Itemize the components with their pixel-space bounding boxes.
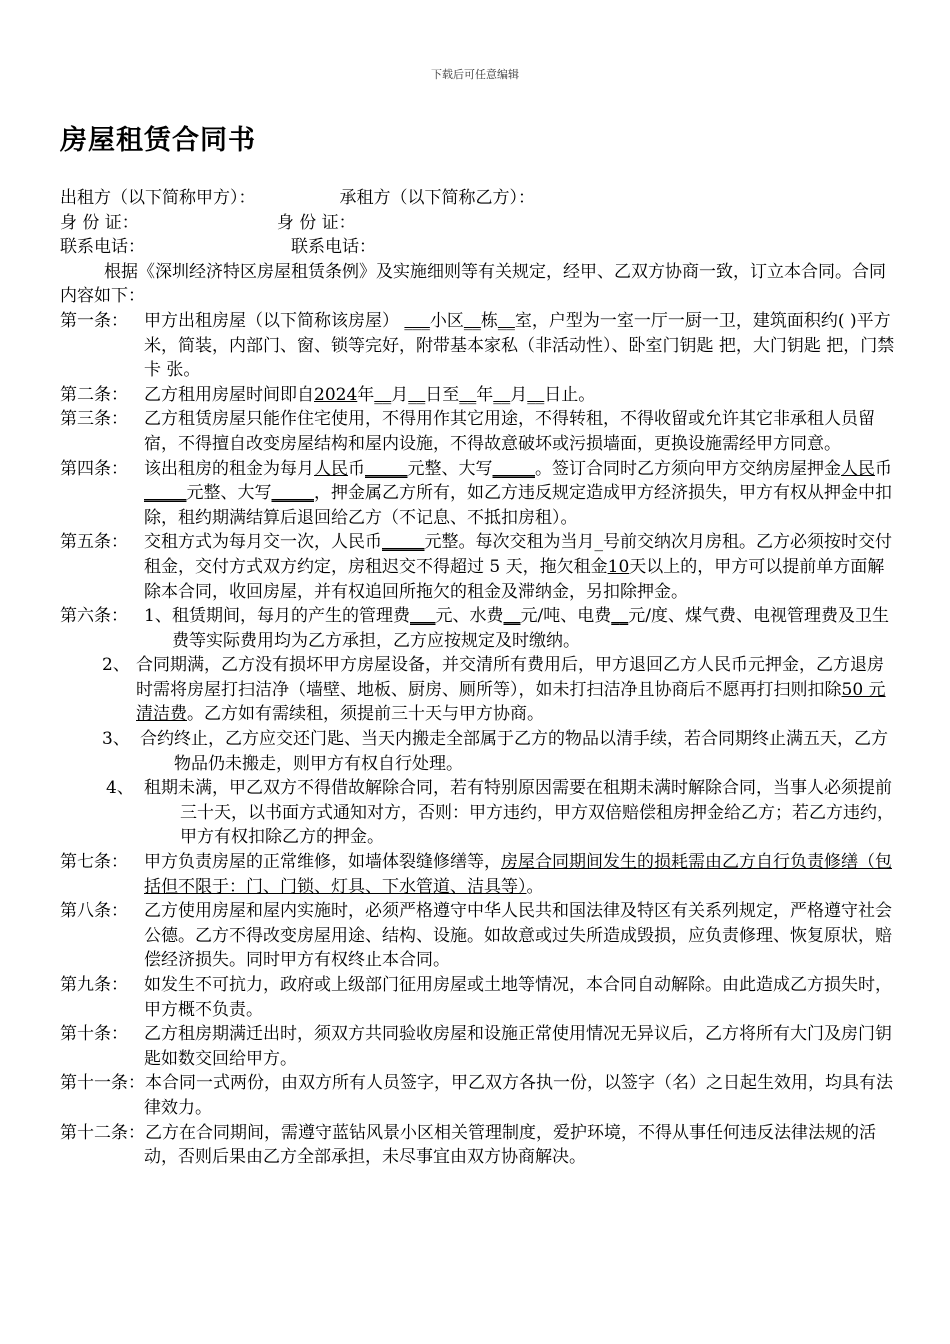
article-label: 第六条：	[60, 606, 128, 627]
article-text: 乙方租房期满迁出时，须双方共同验收房屋和设施正常使用情况无异议后，乙方将所有大门及房门钥匙如数交回给甲方。	[144, 1024, 892, 1069]
article-label: 第五条：	[60, 532, 128, 553]
lessee-phone-label: 联系电话：	[291, 237, 376, 258]
article-text: 本合同一式两份，由双方所有人员签字，甲乙双方各执一份，以签字（名）之日起生效用，均具有法律效力。	[144, 1073, 893, 1118]
article-text: 乙方使用房屋和屋内实施时，必须严格遵守中华人民共和国法律及特区有关系列规定，严格遵守社会公德。乙方不得改变房屋用途、结构、设施。如故意或过失所造成毁损，应负责修理、恢复原状，赔偿经济损失。同时甲方有权终止本合同。	[144, 901, 892, 971]
article-5	[60, 530, 898, 604]
article-11	[60, 1071, 898, 1120]
article-text: 该出租房的租金为每月人民币_____元整、大写_____。签订合同时乙方须向甲方交纳房屋押金人民币_____元整、大写_____，押金属乙方所有，如乙方违反规定造成甲方经济损失，甲方有权从押金中扣除，租约期满结算后退回给乙方（不记息、不抵扣房租）。	[144, 458, 892, 528]
article-6-item-2: 2、 合同期满，乙方没有损坏甲方房屋设备，并交清所有费用后，甲方退回乙方人民币元押金，乙方退房时需将房屋打扫洁净（墙壁、地板、厨房、厕所等），如未打扫洁净且协商后不愿再打扫则扣除50 元清洁费。乙方如有需续租，须提前三十天与甲方协商。	[102, 655, 886, 725]
article-text: 甲方负责房屋的正常维修，如墙体裂缝修缮等，房屋合同期间发生的损耗需由乙方自行负责修缮（包括但不限于：门、门锁、灯具、下水管道、洁具等）。	[144, 852, 892, 897]
article-text: 乙方租用房屋时间即自2024年__月__日至__年__月__日止。	[144, 384, 596, 405]
page-header: 下载后可任意编辑	[431, 68, 519, 81]
phone-line	[60, 235, 898, 260]
article-label: 第八条：	[60, 901, 128, 922]
lessor-id-label: 身 份 证：	[60, 212, 139, 233]
article-label: 第四条：	[60, 458, 128, 479]
lessee-id-label: 身 份 证：	[276, 212, 356, 233]
article-10	[60, 1022, 898, 1071]
lessor-phone-label: 联系电话：	[60, 237, 145, 258]
contract-body	[60, 186, 898, 1170]
article-label: 第十一条：	[60, 1073, 145, 1094]
article-6-item-1: 1、 租赁期间，每月的产生的管理费___元、水费__元/吨、电费__元/度、煤气费、电视管理费及卫生费等实际费用均为乙方承担，乙方应按规定及时缴纳。	[144, 606, 889, 651]
article-text: 如发生不可抗力，政府或上级部门征用房屋或土地等情况，本合同自动解除。由此造成乙方损失时，甲方概不负责。	[144, 975, 892, 1020]
article-text: 甲方出租房屋（以下简称该房屋） ___小区__栋__室，户型为一室一厅一厨一卫，建筑面积约( )平方米，简装，内部门、窗、锁等完好，附带基本家私（非活动性）、卧室门钥匙 把，大门钥匙 把，门禁卡 张。	[144, 310, 895, 381]
article-9	[60, 973, 898, 1022]
article-3	[60, 407, 898, 456]
lessee-label: 承租方（以下简称乙方）：	[339, 188, 535, 208]
lessor-label: 出租方（以下简称甲方）：	[60, 188, 256, 208]
article-7	[60, 850, 898, 899]
intro-paragraph: 根据《深圳经济特区房屋租赁条例》及实施细则等有关规定，经甲、乙双方协商一致，订立本合同。合同内容如下：	[60, 261, 886, 307]
article-2	[60, 383, 898, 408]
article-1	[60, 309, 898, 383]
article-label: 第九条：	[60, 975, 128, 995]
article-6-item-3: 3、 合约终止，乙方应交还门匙、当天内搬走全部属于乙方的物品以清手续，若合同期终止满五天，乙方物品仍未搬走，则甲方有权自行处理。	[102, 729, 888, 774]
article-6	[60, 604, 898, 653]
id-line	[60, 211, 898, 236]
article-4	[60, 457, 898, 531]
article-label: 第一条：	[60, 310, 128, 331]
article-8	[60, 899, 898, 973]
article-label: 第三条：	[60, 409, 128, 430]
article-label: 第七条：	[60, 852, 128, 873]
party-line	[60, 186, 898, 211]
article-text: 交租方式为每月交一次，人民币_____元整。每次交租为当月_号前交纳次月房租。乙方必须按时交付租金，交付方式双方约定，房租迟交不得超过 5 天，拖欠租金10天以上的，甲方可以提前单方面解除本合同，收回房屋，并有权追回所拖欠的租金及滞纳金，另扣除押金。	[144, 532, 892, 602]
article-label: 第十条：	[60, 1024, 128, 1045]
article-text: 乙方租赁房屋只能作住宅使用，不得用作其它用途，不得转租，不得收留或允许其它非承租人员留宿，不得擅自改变房屋结构和屋内设施，不得故意破坏或污损墙面，更换设施需经甲方同意。	[144, 409, 875, 454]
document-title: 房屋租赁合同书	[60, 125, 256, 156]
article-text: 乙方在合同期间，需遵守蓝钻风景小区相关管理制度，爱护环境，不得从事任何违反法律法规的活动，否则后果由乙方全部承担，未尽事宜由双方协商解决。	[144, 1122, 876, 1168]
article-label: 第二条：	[60, 384, 128, 405]
article-6-item-4: 4、 租期未满，甲乙双方不得借故解除合同，若有特别原因需要在租期未满时解除合同，当事人必须提前三十天，以书面方式通知对方，否则：甲方违约，甲方双倍赔偿租房押金给乙方；若乙方违约，甲方有权扣除乙方的押金。	[106, 778, 894, 848]
article-label: 第十二条：	[60, 1122, 145, 1143]
article-12	[60, 1121, 898, 1170]
